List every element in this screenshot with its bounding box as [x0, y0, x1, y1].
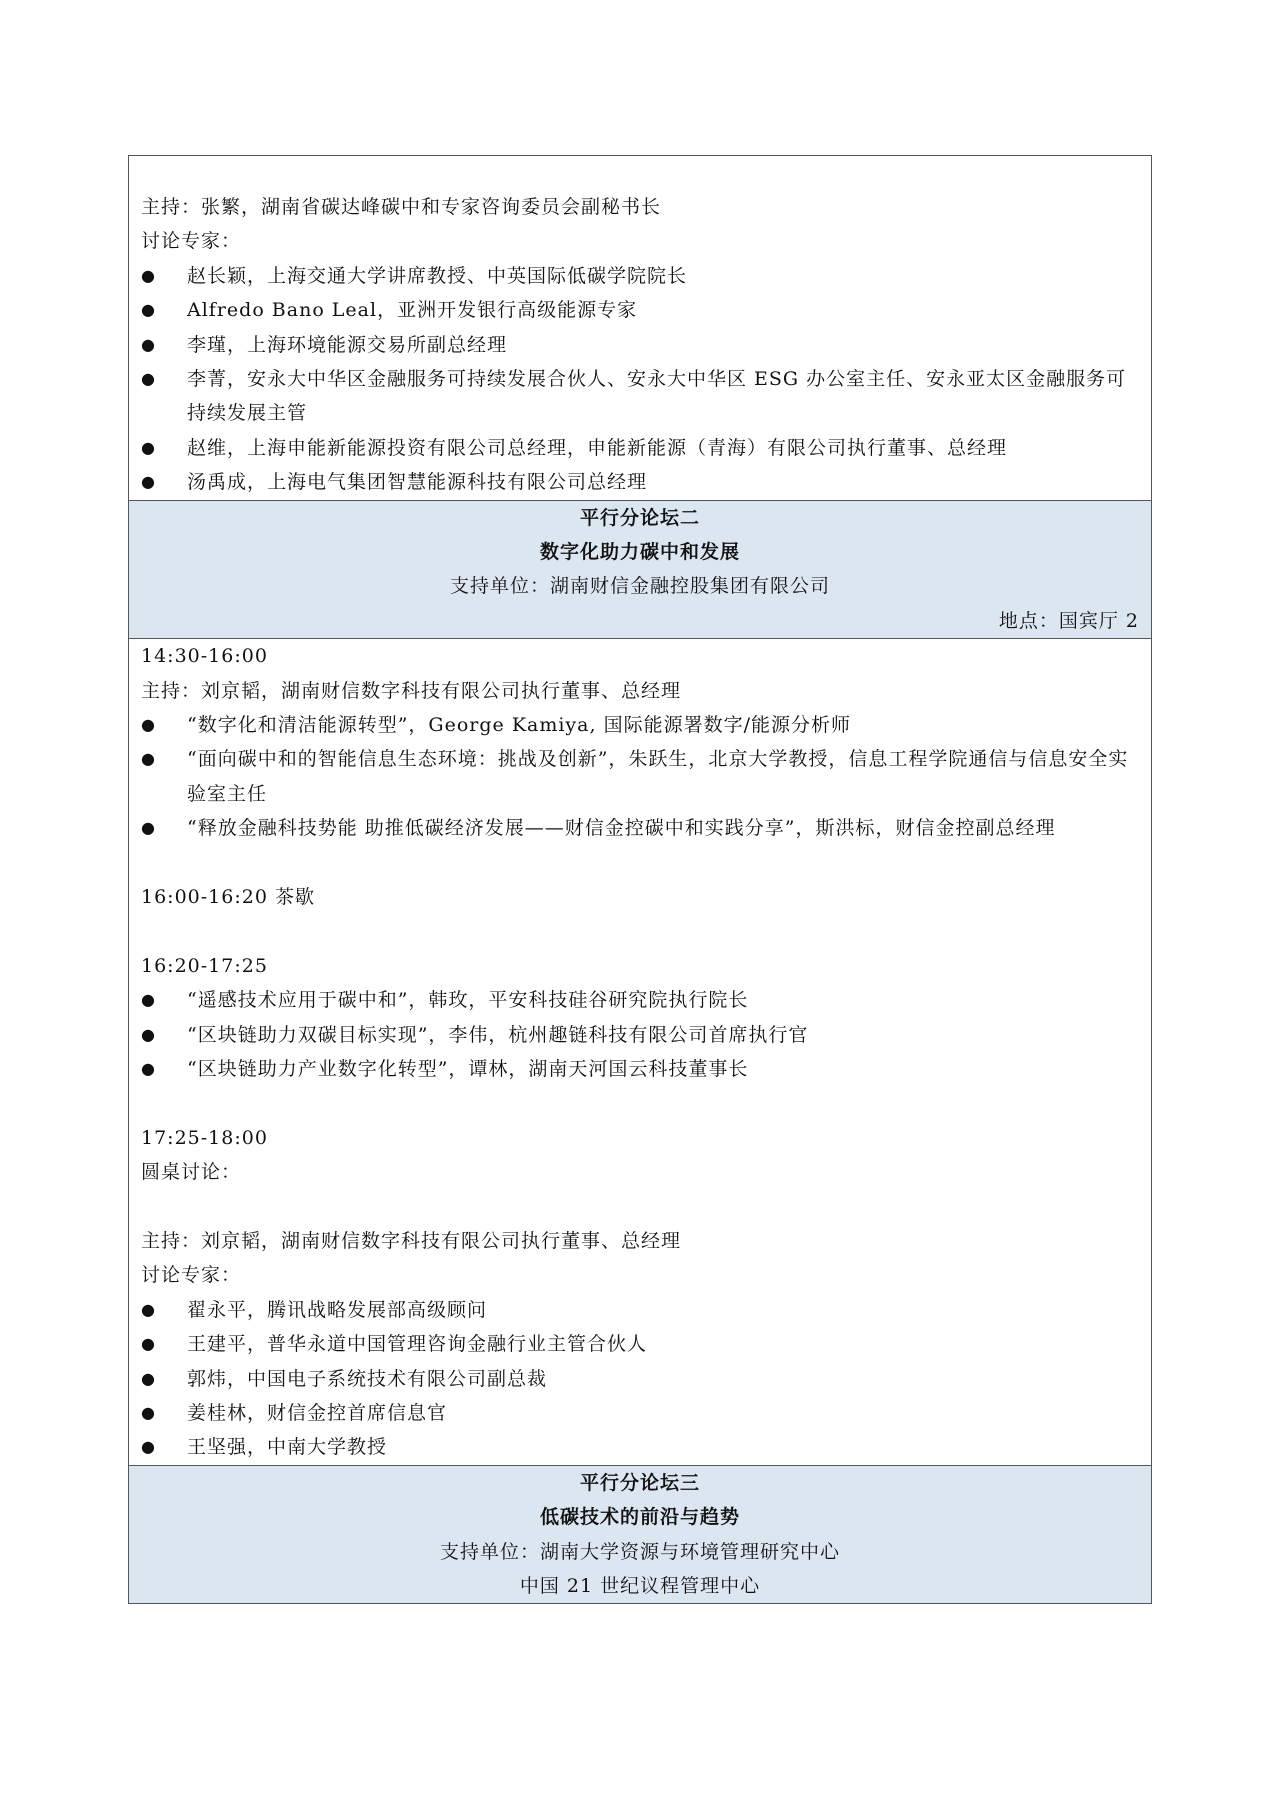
tea-break: 16:00-16:20 茶歇: [141, 885, 315, 908]
forum1-experts-label: 讨论专家：: [141, 230, 242, 253]
list-item: ● 姜桂林，财信金控首席信息官: [141, 1396, 1139, 1430]
bullet-icon: ●: [141, 1299, 155, 1319]
list-item: ● 翟永平，腾讯战略发展部高级顾问: [141, 1293, 1139, 1327]
bullet-icon: ●: [141, 1368, 155, 1388]
bullet-icon: ●: [141, 437, 155, 457]
list-item: ● 汤禹成，上海电气集团智慧能源科技有限公司总经理: [141, 465, 1139, 499]
list-item: ● “区块链助力产业数字化转型”，谭林，湖南天河国云科技董事长: [141, 1052, 1139, 1086]
forum2-support: 支持单位：湖南财信金融控股集团有限公司: [449, 575, 830, 598]
bullet-icon: ●: [141, 749, 155, 769]
bullet-icon: ●: [141, 990, 155, 1010]
list-item: ● 李瑾，上海环境能源交易所副总经理: [141, 328, 1139, 362]
session1-host: 主持：刘京韬，湖南财信数字科技有限公司执行董事、总经理: [141, 679, 682, 702]
forum3-subtitle: 低碳技术的前沿与趋势: [539, 1506, 740, 1529]
list-item: ● “遥感技术应用于碳中和”，韩玫，平安科技硅谷研究院执行院长: [141, 983, 1139, 1017]
forum1-roundtable: [129, 156, 1151, 500]
bullet-icon: ●: [141, 1437, 155, 1457]
forum2-subtitle: 数字化助力碳中和发展: [539, 541, 740, 564]
bullet-icon: ●: [141, 300, 155, 320]
bullet-icon: ●: [141, 714, 155, 734]
bullet-icon: ●: [141, 1024, 155, 1044]
agenda-table: [128, 155, 1152, 1604]
list-item: ● “区块链助力双碳目标实现”，李伟，杭州趣链科技有限公司首席执行官: [141, 1018, 1139, 1052]
forum3-support2: 中国 21 世纪议程管理中心: [519, 1574, 761, 1597]
forum2-header: [129, 500, 1151, 640]
list-item: ● “面向碳中和的智能信息生态环境：挑战及创新”，朱跃生，北京大学教授，信息工程学院通信与信息安全实验室主任: [141, 742, 1139, 811]
list-item: ● 赵长颖，上海交通大学讲席教授、中英国际低碳学院院长: [141, 259, 1139, 293]
bullet-icon: ●: [141, 265, 155, 285]
forum3-support: 支持单位：湖南大学资源与环境管理研究中心: [439, 1540, 840, 1563]
bullet-icon: ●: [141, 818, 155, 838]
bullet-icon: ●: [141, 1334, 155, 1354]
bullet-icon: ●: [141, 1058, 155, 1078]
session3-host: 主持：刘京韬，湖南财信数字科技有限公司执行董事、总经理: [141, 1229, 682, 1252]
forum3-header: [129, 1465, 1151, 1604]
bullet-icon: ●: [141, 472, 155, 492]
list-item: ● 王坚强，中南大学教授: [141, 1430, 1139, 1464]
session3-label: 圆桌讨论：: [141, 1161, 242, 1184]
list-item: ● 李菁，安永大中华区金融服务可持续发展合伙人、安永大中华区 ESG 办公室主任、安永亚太区金融服务可持续发展主管: [141, 362, 1139, 431]
list-item: ● “释放金融科技势能 助推低碳经济发展——财信金控碳中和实践分享”，斯洪标，财信金控副总经理: [141, 811, 1139, 845]
session1-time: 14:30-16:00: [141, 645, 268, 668]
forum2-body: [129, 639, 1151, 1465]
session3-time: 17:25-18:00: [141, 1126, 268, 1149]
list-item: ● “数字化和清洁能源转型”，George Kamiya, 国际能源署数字/能源分析师: [141, 708, 1139, 742]
list-item: ● 郭炜，中国电子系统技术有限公司副总裁: [141, 1362, 1139, 1396]
forum2-title: 平行分论坛二: [579, 506, 700, 529]
bullet-icon: ●: [141, 1402, 155, 1422]
forum2-experts-label: 讨论专家：: [141, 1264, 242, 1287]
bullet-icon: ●: [141, 334, 155, 354]
bullet-icon: ●: [141, 369, 155, 388]
list-item: ● 赵维，上海申能新能源投资有限公司总经理，申能新能源（青海）有限公司执行董事、总经理: [141, 431, 1139, 465]
forum3-title: 平行分论坛三: [579, 1471, 700, 1494]
forum2-location: 地点：国宾厅 2: [998, 609, 1139, 632]
list-item: ● Alfredo Bano Leal，亚洲开发银行高级能源专家: [141, 293, 1139, 327]
list-item: ● 王建平，普华永道中国管理咨询金融行业主管合伙人: [141, 1327, 1139, 1361]
session2-time: 16:20-17:25: [141, 954, 268, 977]
forum1-host: 主持：张繁，湖南省碳达峰碳中和专家咨询委员会副秘书长: [141, 196, 662, 218]
